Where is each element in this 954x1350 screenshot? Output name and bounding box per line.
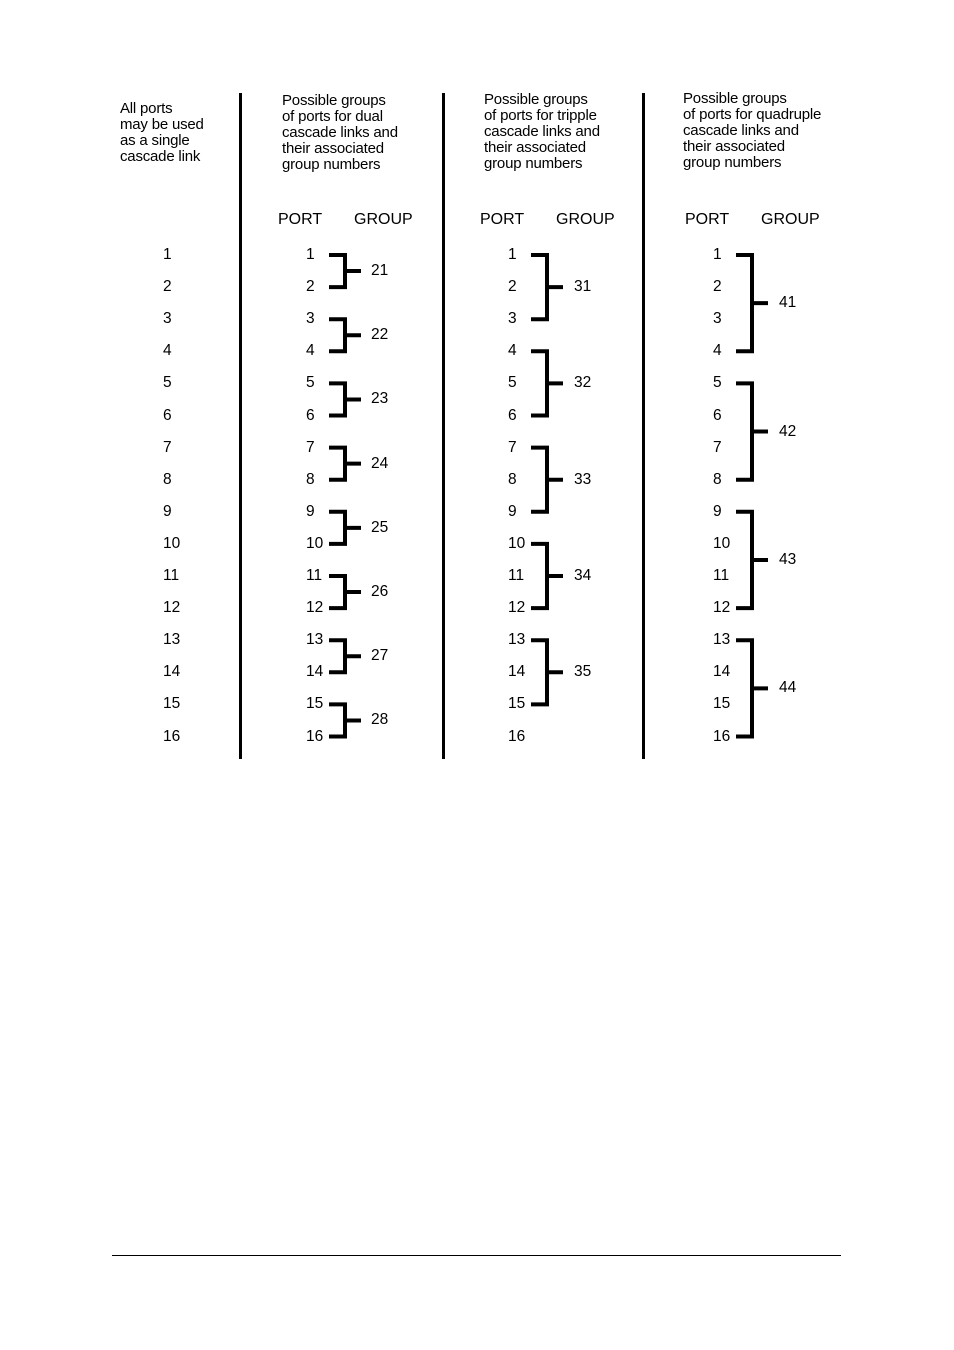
dual-group-header: GROUP xyxy=(354,211,413,228)
dual-bracket xyxy=(329,576,361,608)
triple-port-number: 13 xyxy=(508,631,526,649)
triple-bracket xyxy=(531,544,563,608)
quad-port-number: 12 xyxy=(713,599,731,617)
triple-port-number: 4 xyxy=(508,342,517,360)
dual-bracket xyxy=(329,512,361,544)
dual-group-label: 21 xyxy=(371,262,389,280)
quad-port-number: 15 xyxy=(713,695,731,713)
dual-bracket xyxy=(329,383,361,415)
quad-port-number: 8 xyxy=(713,470,722,488)
quad-port-header: PORT xyxy=(685,211,730,228)
dual-port-number: 1 xyxy=(306,246,315,263)
triple-group-label: 33 xyxy=(574,470,592,488)
quad-bracket xyxy=(736,383,768,479)
quad-group-header: GROUP xyxy=(761,211,820,228)
quad-bracket xyxy=(736,255,768,351)
dual-group-label: 24 xyxy=(371,454,389,472)
dual-port-number: 15 xyxy=(306,695,324,713)
dual-group-label: 25 xyxy=(371,518,389,536)
quad-bracket xyxy=(736,512,768,608)
single-port-number: 15 xyxy=(163,695,181,713)
dual-port-number: 2 xyxy=(306,278,315,296)
quad-port-number: 1 xyxy=(713,246,722,263)
triple-group-label: 32 xyxy=(574,374,592,392)
dual-group-label: 27 xyxy=(371,647,389,665)
single-port-number: 1 xyxy=(163,246,172,263)
dual-port-number: 12 xyxy=(306,599,324,617)
quad-group-label: 43 xyxy=(779,550,797,568)
quad-group-label: 42 xyxy=(779,422,797,440)
quad-group-label: 44 xyxy=(779,679,797,697)
triple-port-number: 2 xyxy=(508,278,517,296)
triple-group-label: 35 xyxy=(574,663,592,681)
dual-port-number: 11 xyxy=(306,567,323,584)
triple-port-number: 3 xyxy=(508,310,517,328)
single-port-number: 2 xyxy=(163,278,172,296)
quad-port-number: 7 xyxy=(713,438,722,456)
quad-port-number: 3 xyxy=(713,310,722,328)
single-link-description: All ports may be used as a single cascade link xyxy=(120,100,204,165)
single-port-number: 4 xyxy=(163,342,172,360)
dual-port-header: PORT xyxy=(278,211,323,228)
dual-group-label: 23 xyxy=(371,390,389,408)
triple-bracket xyxy=(531,351,563,415)
triple-group-header: GROUP xyxy=(556,211,615,228)
dual-port-number: 5 xyxy=(306,374,315,392)
triple-port-number: 16 xyxy=(508,727,526,745)
dual-port-number: 6 xyxy=(306,406,315,424)
triple-group-label: 34 xyxy=(574,567,592,584)
single-port-number: 11 xyxy=(163,567,180,584)
triple-port-number: 14 xyxy=(508,663,526,681)
dual-port-number: 13 xyxy=(306,631,324,649)
dual-bracket xyxy=(329,255,361,287)
triple-port-header: PORT xyxy=(480,211,525,228)
quad-port-number: 10 xyxy=(713,534,731,552)
triple-group-label: 31 xyxy=(574,278,592,296)
quad-port-number: 5 xyxy=(713,374,722,392)
triple-bracket xyxy=(531,255,563,319)
single-port-number: 3 xyxy=(163,310,172,328)
dual-port-number: 4 xyxy=(306,342,315,360)
quad-port-number: 13 xyxy=(713,631,731,649)
single-port-number: 12 xyxy=(163,599,181,617)
dual-port-number: 7 xyxy=(306,438,315,456)
single-port-number: 9 xyxy=(163,502,172,520)
triple-port-number: 8 xyxy=(508,470,517,488)
quad-port-number: 11 xyxy=(713,567,730,584)
quadruple-link-description: Possible groups of ports for quadruple cascade links and their associated group numbers xyxy=(683,90,822,171)
dual-bracket xyxy=(329,704,361,736)
single-port-number: 10 xyxy=(163,534,181,552)
quad-port-number: 4 xyxy=(713,342,722,360)
dual-port-number: 16 xyxy=(306,727,324,745)
quad-port-number: 14 xyxy=(713,663,731,681)
quad-group-label: 41 xyxy=(779,294,797,312)
triple-bracket xyxy=(531,640,563,704)
quad-bracket xyxy=(736,640,768,736)
single-port-number: 16 xyxy=(163,727,181,745)
single-port-number: 7 xyxy=(163,438,172,456)
dual-port-number: 3 xyxy=(306,310,315,328)
footer-rule xyxy=(112,1255,841,1256)
quad-port-number: 9 xyxy=(713,502,722,520)
dual-link-description: Possible groups of ports for dual cascade links and their associated group numbers xyxy=(282,92,398,173)
triple-bracket xyxy=(531,448,563,512)
triple-port-number: 10 xyxy=(508,534,526,552)
triple-port-number: 5 xyxy=(508,374,517,392)
dual-bracket xyxy=(329,448,361,480)
triple-port-number: 1 xyxy=(508,246,517,263)
quad-port-number: 16 xyxy=(713,727,731,745)
dual-group-label: 26 xyxy=(371,583,389,601)
single-port-number: 13 xyxy=(163,631,181,649)
quad-port-number: 2 xyxy=(713,278,722,296)
triple-link-description: Possible groups of ports for tripple cascade links and their associated group numbers xyxy=(484,91,600,172)
dual-bracket xyxy=(329,640,361,672)
dual-group-label: 22 xyxy=(371,326,389,344)
triple-port-number: 15 xyxy=(508,695,526,713)
quad-port-number: 6 xyxy=(713,406,722,424)
triple-port-number: 12 xyxy=(508,599,526,617)
dual-port-number: 14 xyxy=(306,663,324,681)
single-port-number: 5 xyxy=(163,374,172,392)
triple-port-number: 9 xyxy=(508,502,517,520)
triple-port-number: 6 xyxy=(508,406,517,424)
single-port-number: 8 xyxy=(163,470,172,488)
dual-port-number: 9 xyxy=(306,502,315,520)
triple-port-number: 7 xyxy=(508,438,517,456)
dual-port-number: 8 xyxy=(306,470,315,488)
dual-port-number: 10 xyxy=(306,534,324,552)
single-port-number: 14 xyxy=(163,663,181,681)
triple-port-number: 11 xyxy=(508,567,525,584)
single-port-number: 6 xyxy=(163,406,172,424)
dual-bracket xyxy=(329,319,361,351)
dual-group-label: 28 xyxy=(371,711,389,729)
